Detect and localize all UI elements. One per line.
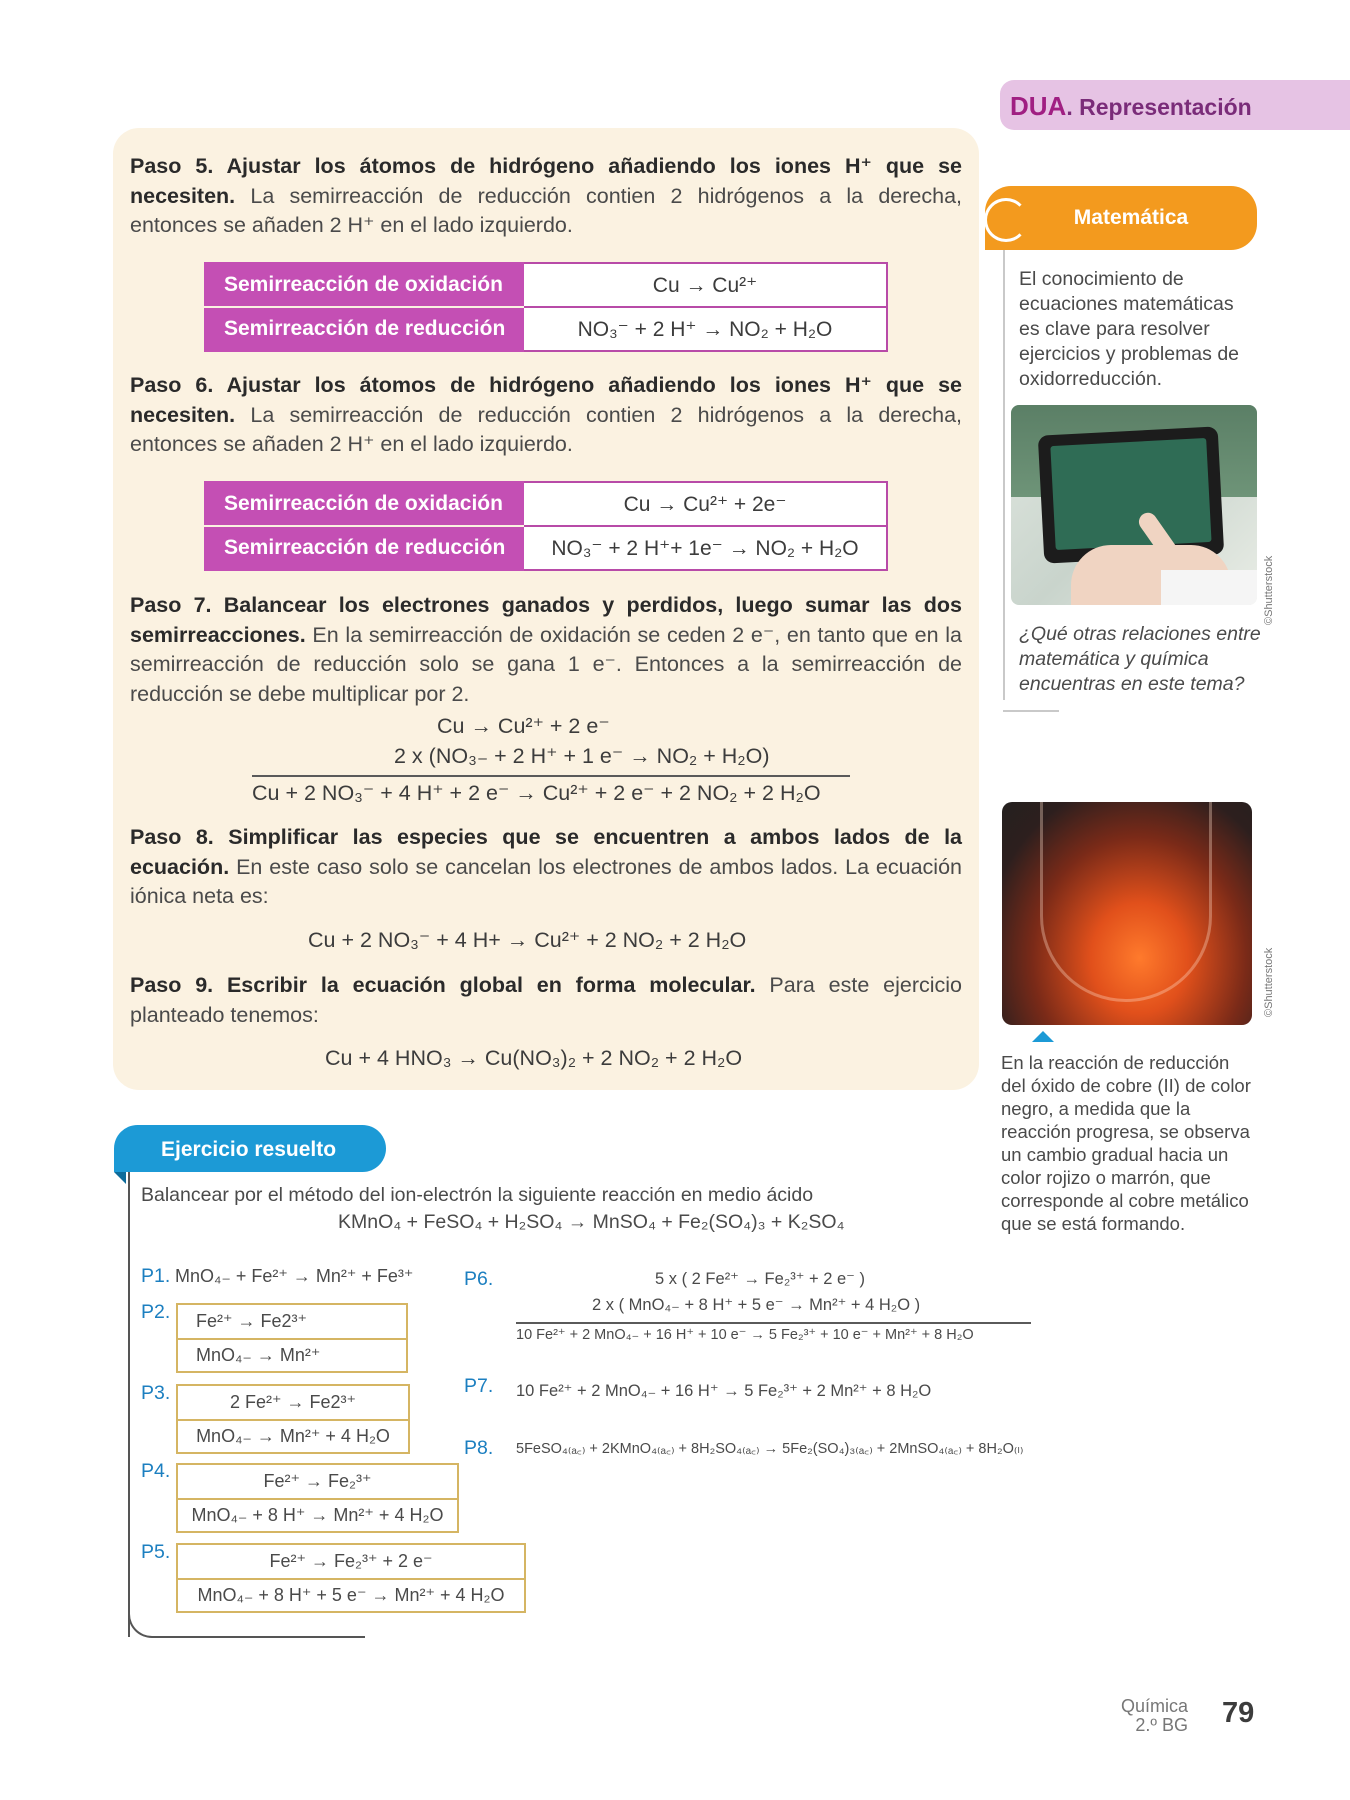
tablet-shape (1038, 426, 1224, 563)
tablet-photo (1011, 405, 1257, 605)
p2-oxidation: Fe²⁺ → Fe2³⁺ (196, 1311, 308, 1331)
step-label-p3: P3. (141, 1382, 171, 1404)
p3-reduction: MnO₄₋ → Mn²⁺ + 4 H₂O (178, 1419, 408, 1452)
step-9-paragraph (130, 971, 962, 1030)
p4-reduction: MnO₄₋ + 8 H⁺ → Mn²⁺ + 4 H₂O (178, 1498, 457, 1531)
oxidation-equation: Cu → Cu²⁺ (523, 263, 887, 307)
step-5-title: Paso 5. Ajustar los átomos de hidrógeno añadiendo los iones H⁺ que se necesiten. (130, 154, 962, 208)
p5-box (176, 1543, 526, 1613)
page-number: 79 (1222, 1697, 1255, 1729)
math-box-border-bottom (1003, 710, 1059, 712)
exercise-title: Ejercicio resuelto (161, 1138, 337, 1161)
step-7-title: Paso 7. Balancear los electrones ganados y perdidos, luego sumar las dos semirreacciones. (130, 593, 962, 647)
step-8-paragraph (130, 823, 962, 912)
exercise-reaction: KMnO₄ + FeSO₄ + H₂SO₄ → MnSO₄ + Fe₂(SO₄)₃ + K₂SO₄ (338, 1211, 845, 1233)
p5-reduction: MnO₄₋ + 8 H⁺ + 5 e⁻ → Mn²⁺ + 4 H₂O (178, 1578, 524, 1611)
p6-sum-rule (516, 1322, 1031, 1324)
reduction-equation: NO₃⁻ + 2 H⁺+ 1e⁻ → NO₂ + H₂O (523, 526, 887, 570)
exercise-statement: Balancear por el método del ion-electrón la siguiente reacción en medio ácido (141, 1184, 814, 1206)
p8-equation: 5FeSO₄₍ₐ꜀₎ + 2KMnO₄₍ₐ꜀₎ + 8H₂SO₄₍ₐ꜀₎ → 5Fe₂(SO₄)₃₍ₐ꜀₎ + 2MnSO₄₍ₐ꜀₎ + 8H₂O₍ₗ₎ (516, 1441, 1024, 1457)
step-label-p5: P5. (141, 1541, 171, 1563)
step-6-title: Paso 6. Ajustar los átomos de hidrógeno añadiendo los iones H⁺ que se necesiten. (130, 373, 962, 427)
step-7-equation-1: Cu → Cu²⁺ + 2 e⁻ (437, 714, 610, 738)
step-label-p2: P2. (141, 1301, 171, 1323)
sleeve-shape (1161, 570, 1257, 605)
step-label-p4: P4. (141, 1460, 171, 1482)
dua-title: . Representación (1066, 94, 1252, 120)
photo-credit: ©Shutterstock (1263, 947, 1275, 1017)
reduction-equation: NO₃⁻ + 2 H⁺ → NO₂ + H₂O (523, 307, 887, 351)
caption-marker-icon (1032, 1031, 1054, 1042)
step-9-body: Para este ejercicio planteado tenemos: (130, 973, 962, 1027)
step-label-p1: P1. (141, 1265, 171, 1287)
step-label-p6: P6. (464, 1268, 494, 1290)
p3-oxidation: 2 Fe²⁺ → Fe2³⁺ (229, 1392, 357, 1412)
step-6-body: La semirreacción de reducción contien 2 hidrógenos a la derecha, entonces se añaden 2 H⁺ en el lado izquierdo. (130, 402, 962, 456)
step-7-equation-2: 2 x (NO₃₋ + 2 H⁺ + 1 e⁻ → NO₂ + H₂O) (394, 744, 770, 768)
oxidation-label: Semirreacción de oxidación (205, 263, 523, 307)
p7-equation: 10 Fe²⁺ + 2 MnO₄₋ + 16 H⁺ → 5 Fe₂³⁺ + 2 Mn²⁺ + 8 H₂O (516, 1382, 932, 1400)
footer-grade: 2.º BG (1135, 1715, 1188, 1735)
p6-line-2: 2 x ( MnO₄₋ + 8 H⁺ + 5 e⁻ → Mn²⁺ + 4 H₂O ) (592, 1296, 921, 1314)
exercise-border-corner (128, 1610, 156, 1638)
step-9-title: Paso 9. Escribir la ecuación global en forma molecular. (130, 973, 756, 997)
photo-credit: ©Shutterstock (1263, 555, 1275, 625)
step-7-sum-equation: Cu + 2 NO₃⁻ + 4 H⁺ + 2 e⁻ → Cu²⁺ + 2 e⁻ + 2 NO₂ + 2 H₂O (252, 781, 821, 805)
exercise-tab-fold (114, 1172, 126, 1184)
tablet-screen-shape (1050, 438, 1211, 550)
math-question: ¿Qué otras relaciones entre matemática y química encuentras en este tema? (1019, 623, 1261, 695)
exercise-border (128, 1172, 130, 1637)
step-8-body: En este caso solo se cancelan los electrones de ambos lados. La ecuación iónica neta es: (130, 854, 962, 908)
net-ionic-equation: Cu + 2 NO₃⁻ + 4 H+ → Cu²⁺ + 2 NO₂ + 2 H₂O (308, 928, 747, 952)
step-8-title: Paso 8. Simplificar las especies que se encuentren a ambos lados de la ecuación. (130, 825, 962, 879)
exercise-border-bottom (155, 1636, 365, 1638)
step-7-paragraph (130, 591, 962, 709)
oxidation-equation: Cu → Cu²⁺ + 2e⁻ (523, 482, 887, 526)
p1-equation: MnO₄₋ + Fe²⁺ → Mn²⁺ + Fe³⁺ (175, 1266, 414, 1286)
p2-reduction: MnO₄₋ → Mn²⁺ (178, 1338, 406, 1371)
step-6-paragraph (130, 371, 962, 460)
step-label-p8: P8. (464, 1437, 494, 1459)
p4-oxidation: Fe²⁺ → Fe₂³⁺ (263, 1471, 372, 1491)
step-5-body: La semirreacción de reducción contien 2 hidrógenos a la derecha, entonces se añaden 2 H⁺ en el lado izquierdo. (130, 183, 962, 237)
step-label-p7: P7. (464, 1375, 494, 1397)
p6-line-1: 5 x ( 2 Fe²⁺ → Fe₂³⁺ + 2 e⁻ ) (655, 1270, 865, 1288)
oxidation-label: Semirreacción de oxidación (205, 482, 523, 526)
footer-subject-name: Química (1120, 1696, 1188, 1716)
math-box-border (1003, 250, 1005, 700)
dua-heading (1010, 91, 1252, 122)
test-tube-photo (1002, 802, 1252, 1025)
p4-box (176, 1463, 459, 1533)
p2-box (176, 1303, 408, 1373)
reduction-label: Semirreacción de reducción (205, 526, 523, 570)
global-molecular-equation: Cu + 4 HNO₃ → Cu(NO₃)₂ + 2 NO₂ + 2 H₂O (325, 1046, 743, 1070)
step-5-paragraph (130, 152, 962, 241)
half-reaction-table-1 (204, 262, 888, 352)
p3-box (176, 1384, 410, 1454)
footer-subject (1110, 1697, 1188, 1735)
step-7-body: En la semirreacción de oxidación se ceden 2 e⁻, en tanto que en la semirreacción de reducción solo se gana 1 e⁻. Entonces a la semirreacción de reducción se debe multiplicar por 2. (130, 622, 962, 706)
p6-sum: 10 Fe²⁺ + 2 MnO₄₋ + 16 H⁺ + 10 e⁻ → 5 Fe₂³⁺ + 10 e⁻ + Mn²⁺ + 8 H₂O (516, 1327, 974, 1343)
p5-oxidation: Fe²⁺ → Fe₂³⁺ + 2 e⁻ (269, 1551, 433, 1571)
math-text: El conocimiento de ecuaciones matemáticas es clave para resolver ejercicios y problemas de oxidorreducción. (1019, 268, 1240, 390)
test-tube-glass-shape (1040, 802, 1212, 1002)
test-tube-caption: En la reacción de reducción del óxido de cobre (II) de color negro, a medida que la reacción progresa, se observa un cambio gradual hacia un color rojizo o marrón, que corresponde al cobre metálico que se está formando. (1001, 1052, 1251, 1234)
reduction-label: Semirreacción de reducción (205, 307, 523, 351)
half-reaction-table-2 (204, 481, 888, 571)
math-tab-title: Matemática (1073, 206, 1189, 229)
sum-rule (252, 775, 850, 777)
dua-prefix: DUA (1010, 91, 1067, 121)
